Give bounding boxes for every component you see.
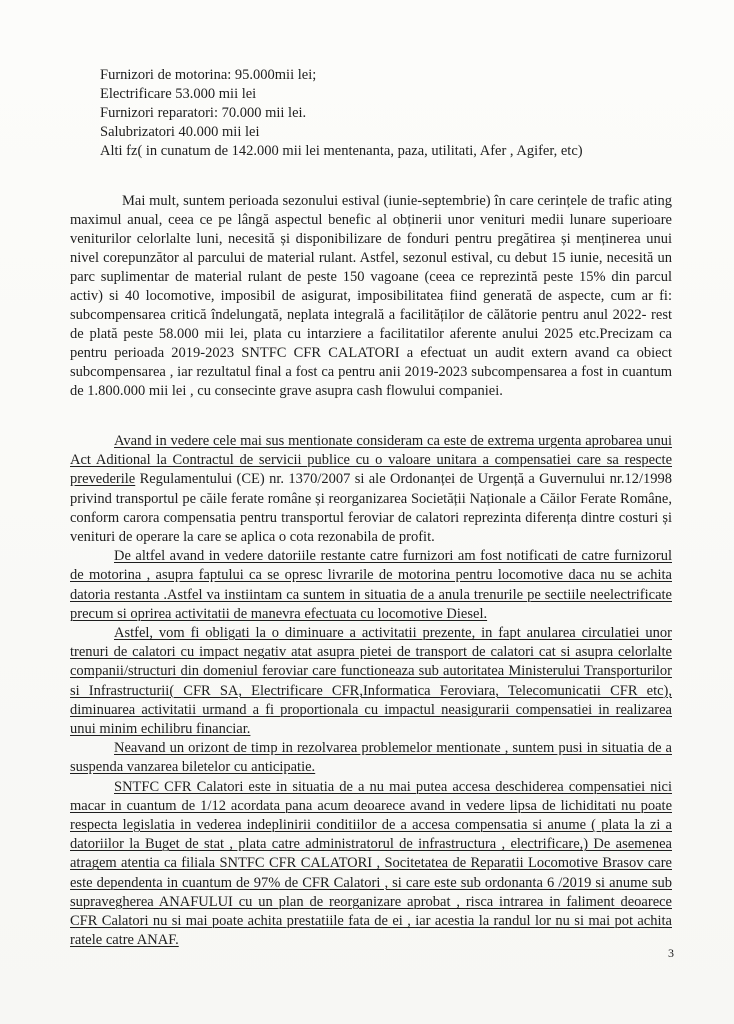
underlined-text: Avand in vedere cele mai sus mentionate consideram ca este de extrema urgenta aprobarea unui Act Aditional la Contractul de servicii publice cu o valoare unitara a compensatiei care sa respecte prevederile [70,433,672,488]
list-item: Electrificare 53.000 mii lei [100,86,257,102]
underlined-text: SNTFC CFR Calatori este in situatia de a nu mai putea accesa deschiderea compensatiei nici macar in cuantum de 1/12 acordata pana acum deoarece avand in vedere lipsa de lichiditati nu poate respecta legislatia in vederea indeplinirii conditiilor de a accesa compensatia si anume ( plata la zi a datoriilor la Buget de stat , plata catre administratorul de infrastructura , electrificare,) De asemenea atragem atentia ca filiala SNTFC CFR CALATORI , Socitetatea de Reparatii Locomotive Brasov care este dependenta in cuantum de 97% de CFR Calatori , si care este sub ordonanta 6 /2019 si anume sub supravegherea ANAFULUI cu un plan de reorganizare aprobat , risca intrarea in faliment deoarece CFR Calatori nu si mai poate achita prestatiile fata de ei , iar acestia la randul lor nu si mai pot achita ratele catre ANAF. [70,778,672,949]
underlined-section [70,432,672,950]
supplier-debt-list [100,66,660,161]
paragraph-text: Regulamentului (CE) nr. 1370/2007 si ale Ordonanței de Urgență a Guvernului nr.12/1998 privind transportul pe căile ferate române și reorganizarea Societății Naționale a Căilor Ferate Române, conform carora compensatia pentru transportul feroviar de calatori reprezinta diferența dintre costuri și venituri de operare la care se aplica o cota rezonabila de profit. [70,471,672,546]
paragraph-ticket-sales [70,739,672,777]
paragraph-reduction [70,624,672,739]
paragraph-diesel [70,547,672,624]
paragraph-seasonal: Mai mult, suntem perioada sezonului estival (iunie-septembrie) în care cerințele de trafic ating maximul anual, ceea ce pe lângă aspectul benefic al obținerii unor venituri medii lunare superioare veniturilor celorlalte luni, necesită și disponibilizare de fonduri pentru pregătirea și menținerea unui nivel corepunzător al parcului de material rulant. Astfel, sezonul estival, cu debut 15 iunie, necesită un parc suplimentar de material rulant de peste 150 vagoane (ceea ce reprezintă peste 15% din parcul activ) si 40 locomotive, imposibil de asigurat, imposibilitatea fiind generată de aspecte, cum ar fi: subcompensarea critică îndelungată, neplata integrală a facilităților de călătorie pentru anul 2022- rest de plată peste 58.000 mii lei, plata cu intarziere a facilitatilor aferente anului 2025 etc.Precizam ca pentru perioada 2019-2023 SNTFC CFR CALATORI a efectuat un audit extern avand ca obiect subcompensarea , iar rezultatul final a fost ca pentru anii 2019-2023 subcompensarea a fost in cuantum de 1.800.000 mii lei , cu consecinte grave asupra cash flowului companiei. [70,192,672,399]
paragraph-compensation [70,778,672,951]
list-item: Furnizori reparatori: 70.000 mii lei. [100,105,307,121]
underlined-text: De altfel avand in vedere datoriile restante catre furnizori am fost notificati de catre furnizorul de motorina , asupra faptului ca se opresc livrarile de motorina pentru locomotive daca nu se achita datoria restanta .Astfel va instiintam ca suntem in situatia de a anula trenurile pe sectiile neelectrificate precum si oprirea activitatii de manevra efectuata cu locomotive Diesel. [70,548,672,622]
list-item: Alti fz( in cunatum de 142.000 mii lei mentenanta, paza, utilitati, Afer , Agifer, etc) [100,143,583,159]
page-number: 3 [668,946,674,960]
underlined-text: Neavand un orizont de timp in rezolvarea problemelor mentionate , suntem pusi in situatia de a suspenda vanzarea biletelor cu anticipatie. [70,740,672,776]
list-item: Furnizori de motorina: 95.000mii lei; [100,67,317,83]
paragraph-act-aditional [70,432,672,547]
list-item: Salubrizatori 40.000 mii lei [100,124,260,140]
underlined-text: Astfel, vom fi obligati la o diminuare a activitatii prezente, in fapt anularea circulatiei unor trenuri de calatori cu impact negativ atat asupra pietei de transport de calatori cat si asupra celorlalte companii/structuri din domeniul feroviar care functioneaza sub autoritatea Ministerului Transporturilor si Infrastructurii( CFR SA, Electrificare CFR,Informatica Feroviara, Telecomunicatii CFR etc), diminuarea activitatii urmand a fi proportionala cu impactul neasigurarii compensatiei in realizarea unui minim echilibru financiar. [70,625,672,738]
